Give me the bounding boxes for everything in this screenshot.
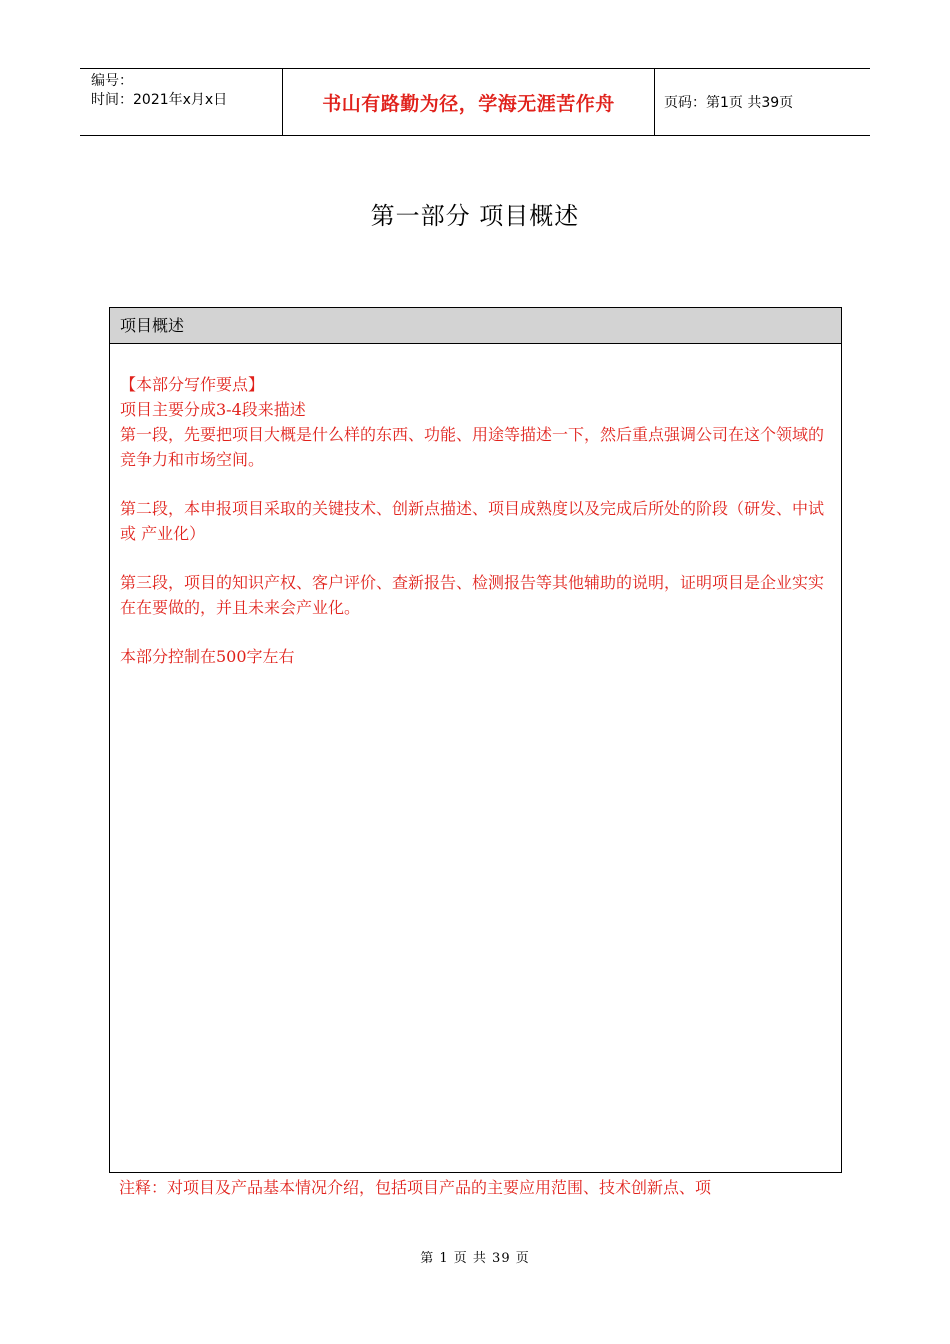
word-limit-note: 本部分控制在500字左右 — [120, 647, 295, 666]
annotation-note: 注释：对项目及产品基本情况介绍，包括项目产品的主要应用范围、技术创新点、项 — [119, 1178, 712, 1197]
paragraph-one: 第一段，先要把项目大概是什么样的东西、功能、用途等描述一下，然后重点强调公司在这个领域的竞争力和市场空间。 — [120, 425, 825, 469]
paragraph-two: 第二段，本申报项目采取的关键技术、创新点描述、项目成熟度以及完成后所处的阶段（研发、中试 或 产业化） — [120, 499, 825, 543]
date-label: 时间：2021年x月x日 — [91, 92, 228, 108]
header-meta — [80, 69, 282, 135]
header-page-info: 页码：第1页 共39页 — [664, 95, 794, 111]
structure-note: 项目主要分成3-4段来描述 — [120, 400, 306, 419]
writing-points-label: 【本部分写作要点】 — [120, 375, 265, 394]
document-header — [80, 68, 870, 136]
page-title: 第一部分 项目概述 — [370, 202, 580, 230]
section-box — [109, 307, 842, 1173]
section-heading: 项目概述 — [110, 308, 841, 344]
paragraph-three: 第三段，项目的知识产权、客户评价、查新报告、检测报告等其他辅助的说明，证明项目是企业实实在在要做的，并且未来会产业化。 — [120, 573, 825, 617]
number-label: 编号： — [91, 73, 133, 89]
page-footer: 第 1 页 共 39 页 — [420, 1251, 530, 1266]
section-body — [110, 344, 841, 669]
header-motto: 书山有路勤为径，学海无涯苦作舟 — [282, 69, 655, 135]
